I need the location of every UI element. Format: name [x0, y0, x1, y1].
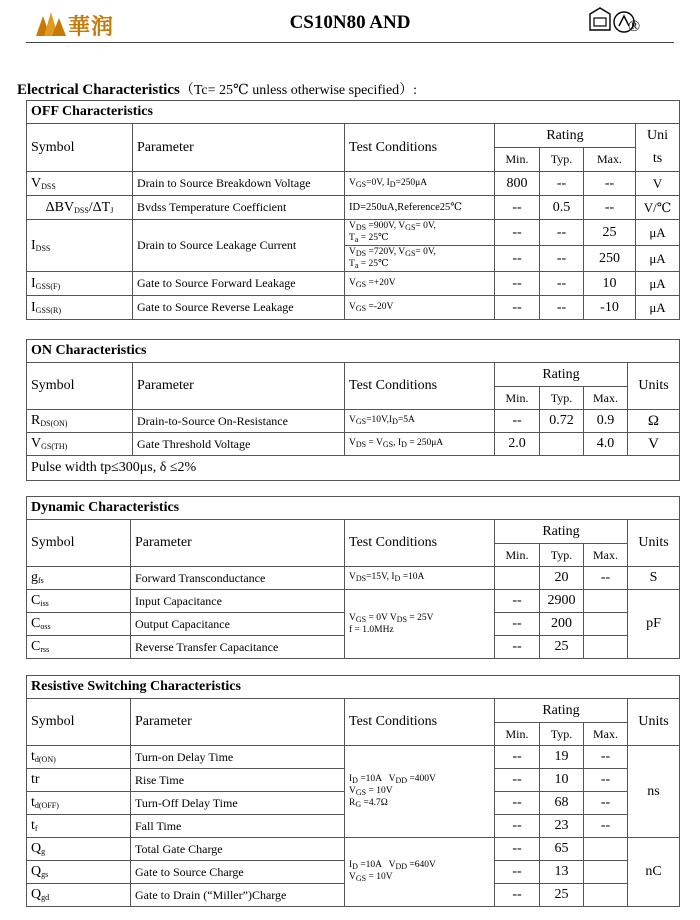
typ-value: -- [540, 172, 584, 196]
table-row [27, 410, 680, 433]
switching-section-title: Resistive Switching Characteristics [27, 676, 680, 699]
on-characteristics-table [26, 339, 680, 481]
col-rating: Rating [495, 699, 628, 723]
max-value: -- [584, 815, 628, 838]
parameter: Gate to Source Reverse Leakage [133, 296, 345, 320]
parameter: Gate Threshold Voltage [133, 433, 345, 456]
table-row [27, 172, 680, 196]
test-condition: $V_{GS} =-20V$ [345, 296, 495, 320]
table-row [27, 567, 680, 590]
col-units-top: Uni [636, 124, 680, 148]
col-max: Max. [584, 148, 636, 172]
col-units: Units [628, 699, 680, 746]
max-value [584, 590, 628, 613]
symbol-rdson: $R_{DS(ON)}$ [27, 410, 133, 433]
dynamic-section-title: Dynamic Characteristics [27, 497, 680, 520]
max-value: 25 [584, 220, 636, 246]
max-value [584, 636, 628, 659]
symbol-igss-f: $I_{GSS(F)}$ [27, 272, 133, 296]
col-parameter: Parameter [131, 699, 345, 746]
parameter: Turn-on Delay Time [131, 746, 345, 769]
typ-value: 25 [540, 884, 584, 907]
col-parameter: Parameter [133, 124, 345, 172]
min-value: -- [495, 246, 540, 272]
symbol-gfs: $g_{fs}$ [27, 567, 131, 590]
min-value: -- [495, 296, 540, 320]
test-condition: $V_{DS} =900V$, $V_{GS}= 0V$, $T_a$ = 25℃ [345, 220, 495, 246]
symbol-idss: $I_{DSS}$ [27, 220, 133, 272]
parameter: Total Gate Charge [131, 838, 345, 861]
table-row [27, 590, 680, 613]
unit: μA [636, 272, 680, 296]
col-max: Max. [584, 723, 628, 746]
max-value: 10 [584, 272, 636, 296]
max-value [584, 613, 628, 636]
dynamic-characteristics-table [26, 496, 680, 659]
min-value: -- [495, 746, 540, 769]
unit: pF [628, 590, 680, 659]
table-row [27, 746, 680, 769]
col-min: Min. [495, 544, 540, 567]
min-value: -- [495, 636, 540, 659]
header-rule [26, 42, 674, 43]
symbol-tr: tr [27, 769, 131, 792]
typ-value: -- [540, 246, 584, 272]
symbol-vgsth: $V_{GS(TH)}$ [27, 433, 133, 456]
min-value: -- [495, 838, 540, 861]
typ-value: 0.72 [540, 410, 584, 433]
symbol-qgs: $Q_{gs}$ [27, 861, 131, 884]
test-condition: $V_{GS} =+20V$ [345, 272, 495, 296]
unit: V [628, 433, 680, 456]
col-symbol: Symbol [27, 124, 133, 172]
parameter: Rise Time [131, 769, 345, 792]
max-value [584, 884, 628, 907]
table-row [27, 296, 680, 320]
symbol-bvdss-coefficient: $\Delta BV_{DSS}/\Delta T_J$ [27, 196, 133, 220]
col-min: Min. [495, 148, 540, 172]
col-symbol: Symbol [27, 363, 133, 410]
symbol-coss: $C_{oss}$ [27, 613, 131, 636]
col-typ: Typ. [540, 544, 584, 567]
typ-value: 68 [540, 792, 584, 815]
unit: S [628, 567, 680, 590]
typ-value: 200 [540, 613, 584, 636]
typ-value: 19 [540, 746, 584, 769]
col-max: Max. [584, 387, 628, 410]
max-value: -- [584, 172, 636, 196]
typ-value: 25 [540, 636, 584, 659]
min-value: 2.0 [495, 433, 540, 456]
switching-characteristics-table [26, 675, 680, 907]
col-test-conditions: Test Conditions [345, 699, 495, 746]
col-rating: Rating [495, 124, 636, 148]
table-row [27, 838, 680, 861]
unit: Ω [628, 410, 680, 433]
max-value [584, 838, 628, 861]
col-typ: Typ. [540, 387, 584, 410]
min-value [495, 567, 540, 590]
symbol-ciss: $C_{iss}$ [27, 590, 131, 613]
col-test-conditions: Test Conditions [345, 124, 495, 172]
unit: V [636, 172, 680, 196]
symbol-igss-r: $I_{GSS(R)}$ [27, 296, 133, 320]
registered-mark: ® [628, 18, 641, 35]
max-value: -10 [584, 296, 636, 320]
parameter: Output Capacitance [131, 613, 345, 636]
max-value: -- [584, 567, 628, 590]
symbol-qg: $Q_g$ [27, 838, 131, 861]
test-condition: $V_{DS}=15V$, $I_D =10A$ [345, 567, 495, 590]
col-max: Max. [584, 544, 628, 567]
unit: ns [628, 746, 680, 838]
parameter: Gate to Source Charge [131, 861, 345, 884]
unit: μA [636, 246, 680, 272]
typ-value: -- [540, 296, 584, 320]
typ-value: 13 [540, 861, 584, 884]
parameter: Fall Time [131, 815, 345, 838]
col-units: Units [628, 520, 680, 567]
symbol-crss: $C_{rss}$ [27, 636, 131, 659]
col-rating: Rating [495, 363, 628, 387]
min-value: 800 [495, 172, 540, 196]
test-condition: ID=250uA,Reference25℃ [345, 196, 495, 220]
unit: V/℃ [636, 196, 680, 220]
col-units: Units [628, 363, 680, 410]
electrical-characteristics-title [17, 79, 417, 99]
col-parameter: Parameter [131, 520, 345, 567]
max-value: -- [584, 196, 636, 220]
max-value: -- [584, 769, 628, 792]
table-row [27, 433, 680, 456]
parameter: Drain-to-Source On-Resistance [133, 410, 345, 433]
table-row [27, 272, 680, 296]
col-units-bottom: ts [636, 148, 680, 172]
off-characteristics-table [26, 100, 680, 320]
parameter: Reverse Transfer Capacitance [131, 636, 345, 659]
unit: μA [636, 220, 680, 246]
test-condition: $I_D =10A$ $V_{DD} =640V$ $V_{GS} = 10V$ [345, 838, 495, 907]
col-typ: Typ. [540, 148, 584, 172]
off-section-title: OFF Characteristics [27, 101, 680, 124]
min-value: -- [495, 272, 540, 296]
col-min: Min. [495, 387, 540, 410]
parameter: Bvdss Temperature Coefficient [133, 196, 345, 220]
section-label: Electrical Characteristics [17, 82, 180, 98]
col-min: Min. [495, 723, 540, 746]
parameter: Forward Transconductance [131, 567, 345, 590]
min-value: -- [495, 196, 540, 220]
min-value: -- [495, 815, 540, 838]
typ-value [540, 433, 584, 456]
max-value: -- [584, 746, 628, 769]
min-value: -- [495, 590, 540, 613]
test-condition: $I_D =10A$ $V_{DD} =400V$ $V_{GS} = 10V$ $R_G =4.7\Omega$ [345, 746, 495, 838]
min-value: -- [495, 792, 540, 815]
unit: nC [628, 838, 680, 907]
test-condition: $V_{DS} =720V$, $V_{GS}= 0V$, $T_a$ = 25℃ [345, 246, 495, 272]
min-value: -- [495, 769, 540, 792]
typ-value: -- [540, 220, 584, 246]
parameter: Gate to Drain (“Miller”)Charge [131, 884, 345, 907]
logo-text: 華润 [68, 14, 115, 39]
typ-value: -- [540, 272, 584, 296]
unit: μA [636, 296, 680, 320]
table-row [27, 196, 680, 220]
pulse-width-note: Pulse width tp≤300μs, δ ≤2% [27, 456, 680, 481]
on-section-title: ON Characteristics [27, 340, 680, 363]
max-value: 0.9 [584, 410, 628, 433]
test-condition: $V_{GS}=0V$, $I_D=250\mu A$ [345, 172, 495, 196]
page-header [0, 0, 700, 62]
col-rating: Rating [495, 520, 628, 544]
test-condition: $V_{GS} = 0V$ $V_{DS} = 25V$ f = 1.0MHz [345, 590, 495, 659]
col-test-conditions: Test Conditions [345, 520, 495, 567]
parameter: Turn-Off Delay Time [131, 792, 345, 815]
parameter: Input Capacitance [131, 590, 345, 613]
test-condition: $V_{GS}=10V,I_D=5A$ [345, 410, 495, 433]
test-condition: $V_{DS} = V_{GS}$, $I_D = 250\mu A$ [345, 433, 495, 456]
typ-value: 10 [540, 769, 584, 792]
table-row [27, 220, 680, 246]
symbol-qgd: $Q_{gd}$ [27, 884, 131, 907]
section-condition: （Tc= 25℃ unless otherwise specified）: [179, 83, 418, 98]
symbol-tdon: $t_{d(ON)}$ [27, 746, 131, 769]
max-value: 4.0 [584, 433, 628, 456]
max-value: -- [584, 792, 628, 815]
min-value: -- [495, 220, 540, 246]
typ-value: 2900 [540, 590, 584, 613]
symbol-vdss: $V_{DSS}$ [27, 172, 133, 196]
typ-value: 20 [540, 567, 584, 590]
typ-value: 65 [540, 838, 584, 861]
document-title: CS10N80 AND [289, 12, 411, 33]
max-value [584, 861, 628, 884]
col-symbol: Symbol [27, 520, 131, 567]
col-typ: Typ. [540, 723, 584, 746]
col-symbol: Symbol [27, 699, 131, 746]
min-value: -- [495, 861, 540, 884]
parameter: Drain to Source Breakdown Voltage [133, 172, 345, 196]
max-value: 250 [584, 246, 636, 272]
min-value: -- [495, 884, 540, 907]
typ-value: 23 [540, 815, 584, 838]
parameter: Gate to Source Forward Leakage [133, 272, 345, 296]
col-test-conditions: Test Conditions [345, 363, 495, 410]
min-value: -- [495, 613, 540, 636]
symbol-tf: $t_f$ [27, 815, 131, 838]
symbol-tdoff: $t_{d(OFF)}$ [27, 792, 131, 815]
col-parameter: Parameter [133, 363, 345, 410]
typ-value: 0.5 [540, 196, 584, 220]
parameter: Drain to Source Leakage Current [133, 220, 345, 272]
min-value: -- [495, 410, 540, 433]
